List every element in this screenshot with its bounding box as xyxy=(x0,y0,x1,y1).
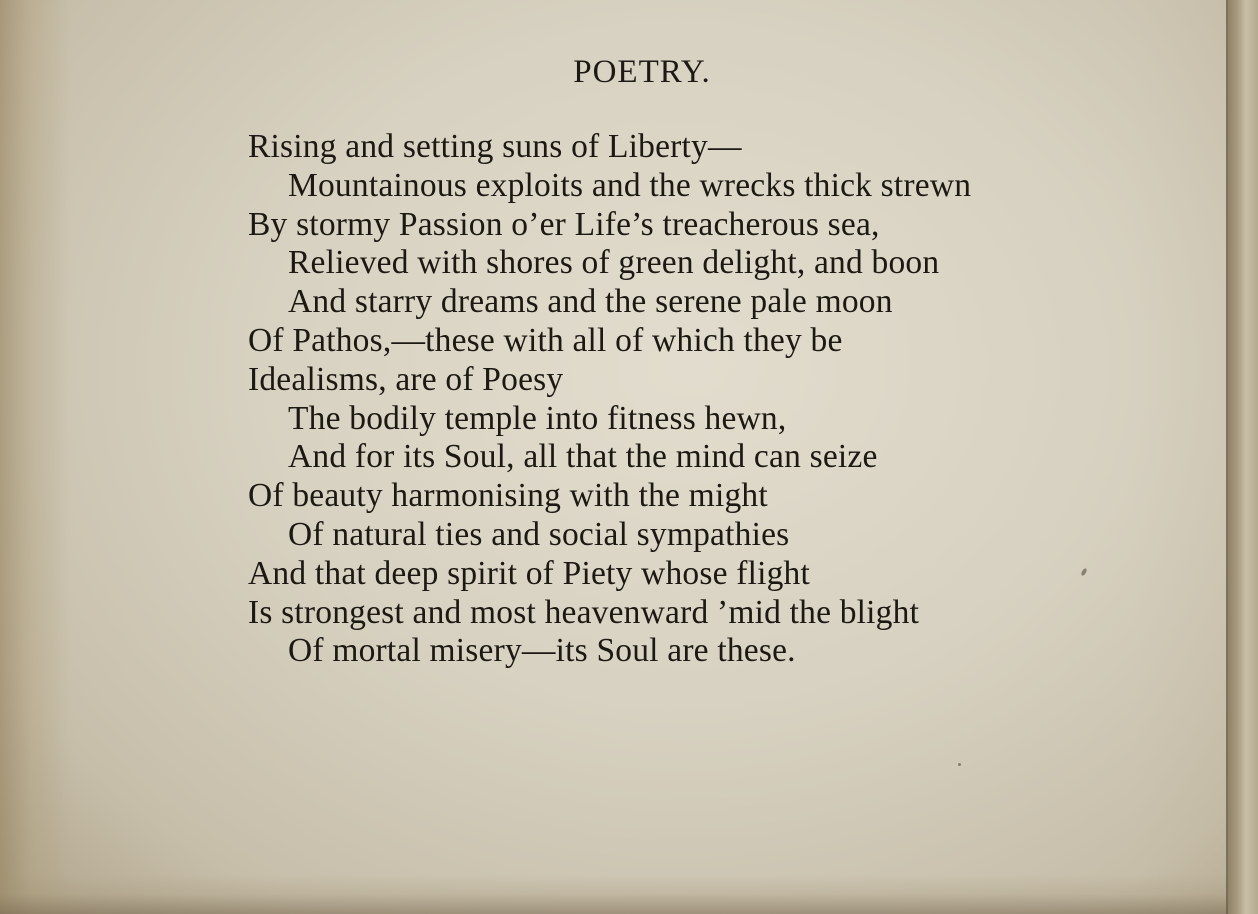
poem-line: Idealisms, are of Poesy xyxy=(248,360,564,398)
poem-line: By stormy Passion o’er Life’s treacherous sea, xyxy=(248,205,880,243)
ink-speck xyxy=(1080,568,1087,577)
page-stain-left xyxy=(0,0,70,914)
adjacent-page-edge xyxy=(1228,0,1258,914)
poem-line: And for its Soul, all that the mind can seize xyxy=(288,438,878,476)
poem-line: Is strongest and most heavenward ’mid the blight xyxy=(248,593,920,631)
poem-line: And starry dreams and the serene pale moon xyxy=(288,283,893,321)
poem-line: Of natural ties and social sympathies xyxy=(288,515,790,553)
poem-line: Of beauty harmonising with the might xyxy=(248,477,768,515)
poem-line: Rising and setting suns of Liberty— xyxy=(248,128,742,165)
page-edge-bottom xyxy=(0,874,1258,914)
ink-speck xyxy=(958,763,961,766)
poem-line: Of mortal misery—its Soul are these. xyxy=(288,632,796,670)
poem-line: The bodily temple into fitness hewn, xyxy=(288,399,787,437)
poem-line: Of Pathos,—these with all of which they be xyxy=(248,321,843,359)
page-title: POETRY. xyxy=(573,54,711,90)
poem-line: Mountainous exploits and the wrecks thick strewn xyxy=(288,166,972,204)
poem-line: Relieved with shores of green delight, and boon xyxy=(288,244,940,282)
poem-text xyxy=(248,128,971,671)
poem-line: And that deep spirit of Piety whose flight xyxy=(248,554,811,592)
